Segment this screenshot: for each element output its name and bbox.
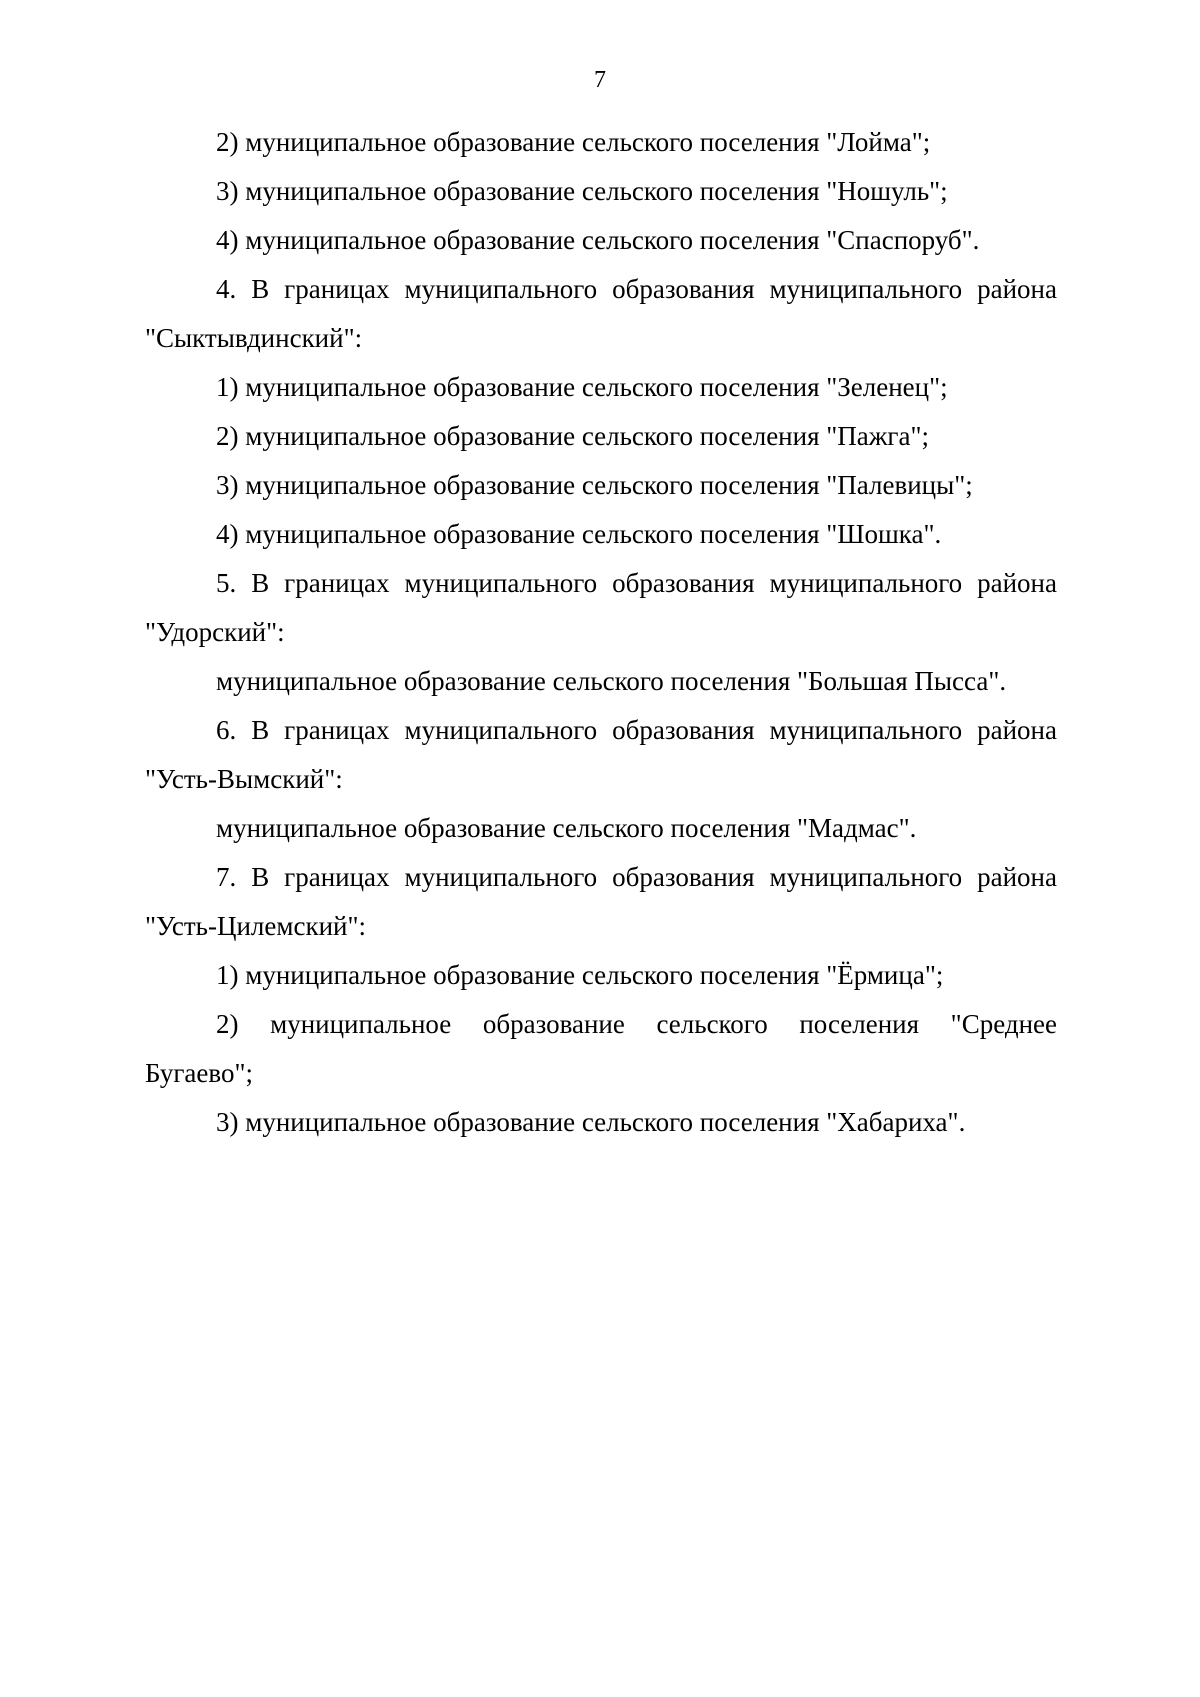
list-item: 3) муниципальное образование сельского поселения "Ношуль"; — [216, 176, 948, 206]
list-item: 4) муниципальное образование сельского поселения "Спаспоруб". — [216, 225, 980, 255]
list-item: 1) муниципальное образование сельского поселения "Ёрмица"; — [216, 960, 944, 990]
list-item: 3) муниципальное образование сельского поселения "Хабариха". — [216, 1107, 966, 1137]
section-heading-5: 5. В границах муниципального образования муниципального района "Удорский": — [145, 568, 1057, 647]
list-item: 1) муниципальное образование сельского поселения "Зеленец"; — [216, 372, 948, 402]
section-heading-6: 6. В границах муниципального образования муниципального района "Усть-Вымский": — [145, 715, 1057, 794]
section-heading-4: 4. В границах муниципального образования муниципального района "Сыктывдинский": — [145, 274, 1057, 353]
section-heading-7: 7. В границах муниципального образования муниципального района "Усть-Цилемский": — [145, 862, 1057, 941]
list-item: муниципальное образование сельского поселения "Мадмас". — [216, 813, 917, 843]
list-item: 2) муниципальное образование сельского поселения "Среднее Бугаево"; — [145, 1009, 1057, 1088]
document-body — [145, 118, 1057, 1147]
list-item: 2) муниципальное образование сельского поселения "Лойма"; — [216, 127, 931, 157]
list-item: 2) муниципальное образование сельского поселения "Пажга"; — [216, 421, 929, 451]
list-item: муниципальное образование сельского поселения "Большая Пысса". — [216, 666, 1007, 696]
list-item: 4) муниципальное образование сельского поселения "Шошка". — [216, 519, 942, 549]
page-number: 7 — [594, 67, 606, 93]
list-item: 3) муниципальное образование сельского поселения "Палевицы"; — [216, 470, 973, 500]
